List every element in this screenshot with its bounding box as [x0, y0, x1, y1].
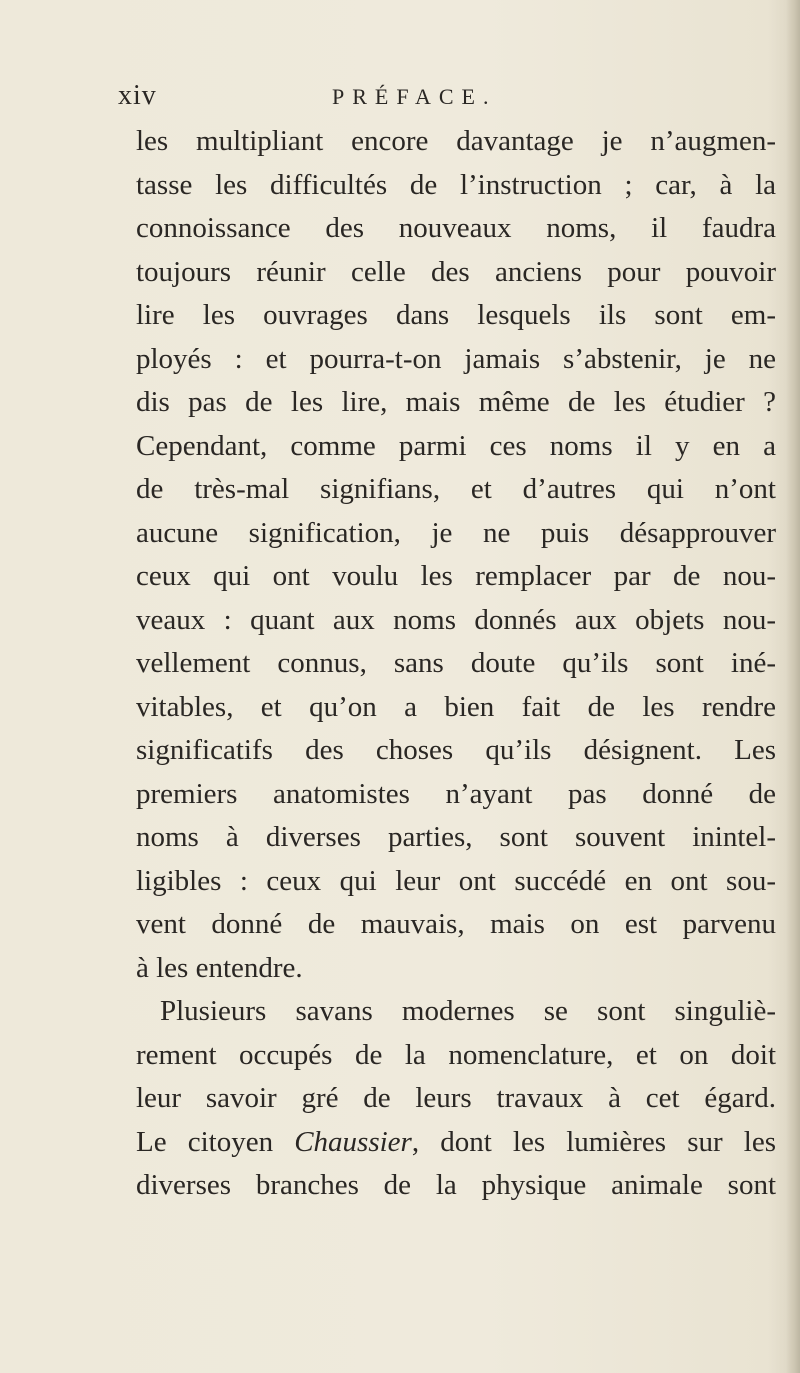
text-line: ceux qui ont voulu les remplacer par de nou- [136, 560, 776, 592]
text-line: les multipliant encore davantage je n’augmen- [136, 125, 776, 157]
text-line: lire les ouvrages dans lesquels ils sont em- [136, 299, 776, 331]
text-line: ployés : et pourra-t-on jamais s’abstenir, je ne [136, 342, 776, 375]
text-line: vent donné de mauvais, mais on est parvenu [136, 908, 776, 940]
text-line: vitables, et qu’on a bien fait de les rendre [136, 690, 776, 723]
text-line: veaux : quant aux noms donnés aux objets nou- [136, 603, 776, 636]
text-line: ligibles : ceux qui leur ont succédé en ont sou- [136, 864, 776, 897]
text-line: dis pas de les lire, mais même de les étudier ? [136, 386, 776, 418]
text-line: vellement connus, sans doute qu’ils sont iné- [136, 647, 776, 679]
text-line: connoissance des nouveaux noms, il faudra [136, 212, 776, 244]
text-line: rement occupés de la nomenclature, et on doit [136, 1038, 776, 1071]
text-line: premiers anatomistes n’ayant pas donné de [136, 777, 776, 810]
text-line: de très-mal signifians, et d’autres qui n’ont [136, 473, 776, 505]
text-line: Plusieurs savans modernes se sont singuliè- [160, 995, 776, 1027]
text-line: significatifs des choses qu’ils désignent. Les [136, 734, 776, 766]
text-line: noms à diverses parties, sont souvent inintel- [136, 821, 776, 853]
text-line [136, 1121, 776, 1165]
page-header [118, 80, 678, 120]
running-title: PRÉFACE. [332, 84, 497, 109]
text-line: leur savoir gré de leurs travaux à cet égard. [136, 1082, 776, 1114]
text-segment: , dont les lumières sur les [411, 1125, 776, 1158]
text-line: à les entendre. [136, 951, 303, 984]
text-line: tasse les difficultés de l’instruction ; car, à la [136, 168, 776, 201]
text-line: aucune signification, je ne puis désapprouver [136, 516, 776, 549]
italic-name: Chaussier [294, 1125, 412, 1158]
body-text [136, 120, 776, 1208]
text-segment: Le citoyen [136, 1125, 295, 1158]
page-number: xiv [118, 80, 157, 111]
text-line: diverses branches de la physique animale sont [136, 1169, 776, 1201]
page-edge-shadow [786, 0, 800, 1373]
text-line: toujours réunir celle des anciens pour pouvoir [136, 255, 776, 288]
text-line: Cependant, comme parmi ces noms il y en a [136, 429, 776, 462]
